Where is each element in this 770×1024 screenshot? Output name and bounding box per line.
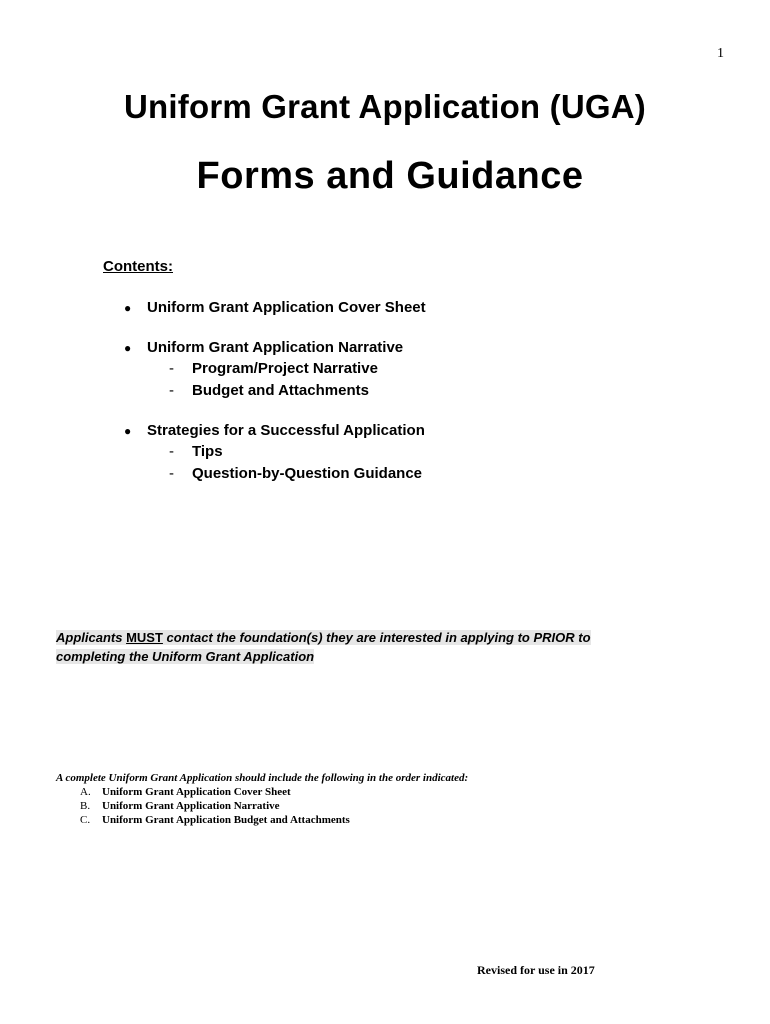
dash-marker: -: [169, 465, 174, 482]
toc-subitem-label: Tips: [192, 443, 223, 460]
list-item-text: Uniform Grant Application Narrative: [102, 800, 280, 812]
list-item-text: Uniform Grant Application Budget and Attachments: [102, 814, 350, 826]
toc-item-label: Strategies for a Successful Application: [147, 422, 425, 439]
document-title: Uniform Grant Application (UGA): [124, 88, 646, 125]
toc-subitem-label: Question-by-Question Guidance: [192, 465, 423, 482]
toc-item-label: Uniform Grant Application Narrative: [147, 339, 404, 356]
notice-text: contact the foundation(s) they are interested in applying to PRIOR to: [162, 630, 591, 645]
dash-marker: -: [169, 360, 174, 377]
list-item-text: Uniform Grant Application Cover Sheet: [102, 786, 291, 798]
application-order: [56, 771, 468, 827]
revision-note: Revised for use in 2017: [477, 963, 595, 977]
bullet-icon: ●: [124, 341, 132, 355]
notice-line-1: [56, 630, 591, 645]
notice-line-2: completing the Uniform Grant Application: [56, 649, 315, 664]
contents-heading: Contents:: [103, 258, 173, 275]
document-subtitle: Forms and Guidance: [196, 155, 584, 197]
dash-marker: -: [169, 382, 174, 399]
order-list: [56, 785, 468, 827]
dash-marker: -: [169, 443, 174, 460]
list-item: [56, 799, 468, 813]
toc-subitem-label: Program/Project Narrative: [192, 360, 378, 377]
page-number: 1: [717, 46, 724, 61]
list-letter: B.: [80, 800, 91, 812]
list-item: [56, 813, 468, 827]
list-letter: A.: [80, 786, 91, 798]
notice-emphasis: MUST: [126, 630, 163, 645]
bullet-icon: ●: [124, 301, 132, 315]
toc-subitem-label: Budget and Attachments: [192, 382, 369, 399]
order-intro: A complete Uniform Grant Application should include the following in the order indicated:: [56, 772, 469, 784]
notice-text: Applicants: [56, 630, 127, 645]
bullet-icon: ●: [124, 424, 132, 438]
list-letter: C.: [80, 814, 91, 826]
important-notice: [56, 628, 706, 666]
toc-item-label: Uniform Grant Application Cover Sheet: [147, 299, 426, 316]
list-item: [56, 785, 468, 799]
